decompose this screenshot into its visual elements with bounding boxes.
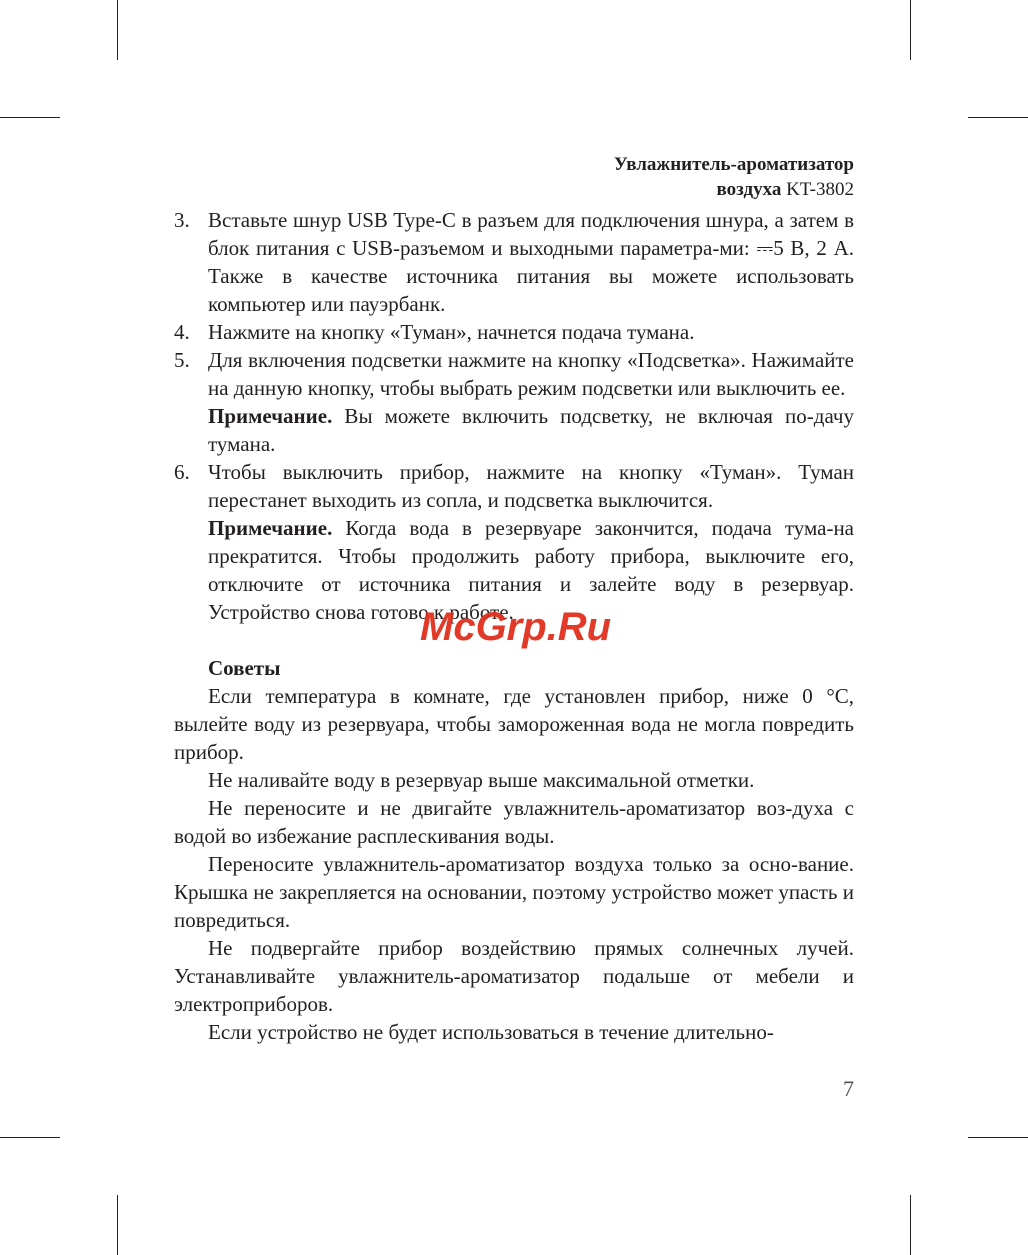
instruction-step — [174, 318, 854, 346]
page-number: 7 — [843, 1076, 854, 1101]
crop-mark-bottom-left-vertical — [117, 1195, 118, 1255]
tips-heading: Советы — [208, 656, 281, 680]
tip-paragraph: Не переносите и не двигайте увлажнитель-ароматизатор воз-духа с водой во избежание расплескивания воды. — [174, 796, 854, 848]
note-text: Вы можете включить подсветку, не включая по-дачу тумана. — [208, 404, 854, 456]
header-title-line1: Увлажнитель-ароматизатор — [613, 154, 854, 175]
step-text: Вставьте шнур USB Type-C в разъем для подключения шнура, а затем в блок питания с USB-разъемом и выходными параметра-ми: ⎓5 В, 2 А. Также в качестве источника питания вы можете использовать компьютер или пауэрбанк. — [208, 208, 854, 316]
step-note — [174, 402, 854, 458]
watermark: McGrp.Ru — [420, 605, 612, 649]
tip-paragraph: Не подвергайте прибор воздействию прямых солнечных лучей. Устанавливайте увлажнитель-ароматизатор подальше от мебели и электроприборов. — [174, 936, 854, 1016]
crop-mark-top-right-horizontal — [968, 117, 1028, 118]
step-number: 5. — [174, 348, 190, 372]
instruction-step — [174, 346, 854, 402]
running-header — [614, 152, 854, 202]
crop-mark-top-left-horizontal — [0, 117, 60, 118]
tip-paragraph: Если температура в комнате, где установлен прибор, ниже 0 °С, вылейте воду из резервуара, чтобы замороженная вода не могла повредить прибор. — [174, 684, 854, 764]
step-number: 3. — [174, 208, 190, 232]
header-title-line2: воздуха KT-3802 — [716, 179, 854, 200]
instruction-step — [174, 458, 854, 514]
step-number: 6. — [174, 460, 190, 484]
tip-paragraph: Если устройство не будет использоваться в течение длительно- — [208, 1020, 774, 1044]
step-text: Для включения подсветки нажмите на кнопку «Подсветка». Нажимайте на данную кнопку, чтобы выбрать режим подсветки или выключить ее. — [208, 348, 854, 400]
step-text: Нажмите на кнопку «Туман», начнется подача тумана. — [208, 320, 695, 344]
tip-paragraph: Переносите увлажнитель-ароматизатор воздуха только за осно-вание. Крышка не закрепляется на основании, поэтому устройство может упасть и повредиться. — [174, 852, 854, 932]
crop-mark-top-left-vertical — [117, 0, 118, 60]
note-text: Когда вода в резервуаре закончится, подача тума-на прекратится. Чтобы продолжить работу прибора, выключите его, отключите от источника питания и залейте воду в резервуар. Устройство снова готово к работе. — [208, 516, 854, 624]
step-number: 4. — [174, 320, 190, 344]
note-label: Примечание. — [208, 404, 333, 428]
crop-mark-bottom-left-horizontal — [0, 1137, 60, 1138]
note-label: Примечание. — [208, 516, 333, 540]
tip-paragraph: Не наливайте воду в резервуар выше максимальной отметки. — [208, 768, 755, 792]
crop-mark-top-right-vertical — [910, 0, 911, 60]
instruction-step — [174, 206, 854, 318]
header-model: KT-3802 — [786, 179, 854, 200]
crop-mark-bottom-right-vertical — [910, 1195, 911, 1255]
crop-mark-bottom-right-horizontal — [968, 1137, 1028, 1138]
step-text: Чтобы выключить прибор, нажмите на кнопку «Туман». Туман перестанет выходить из сопла, и подсветка выключится. — [208, 460, 854, 512]
